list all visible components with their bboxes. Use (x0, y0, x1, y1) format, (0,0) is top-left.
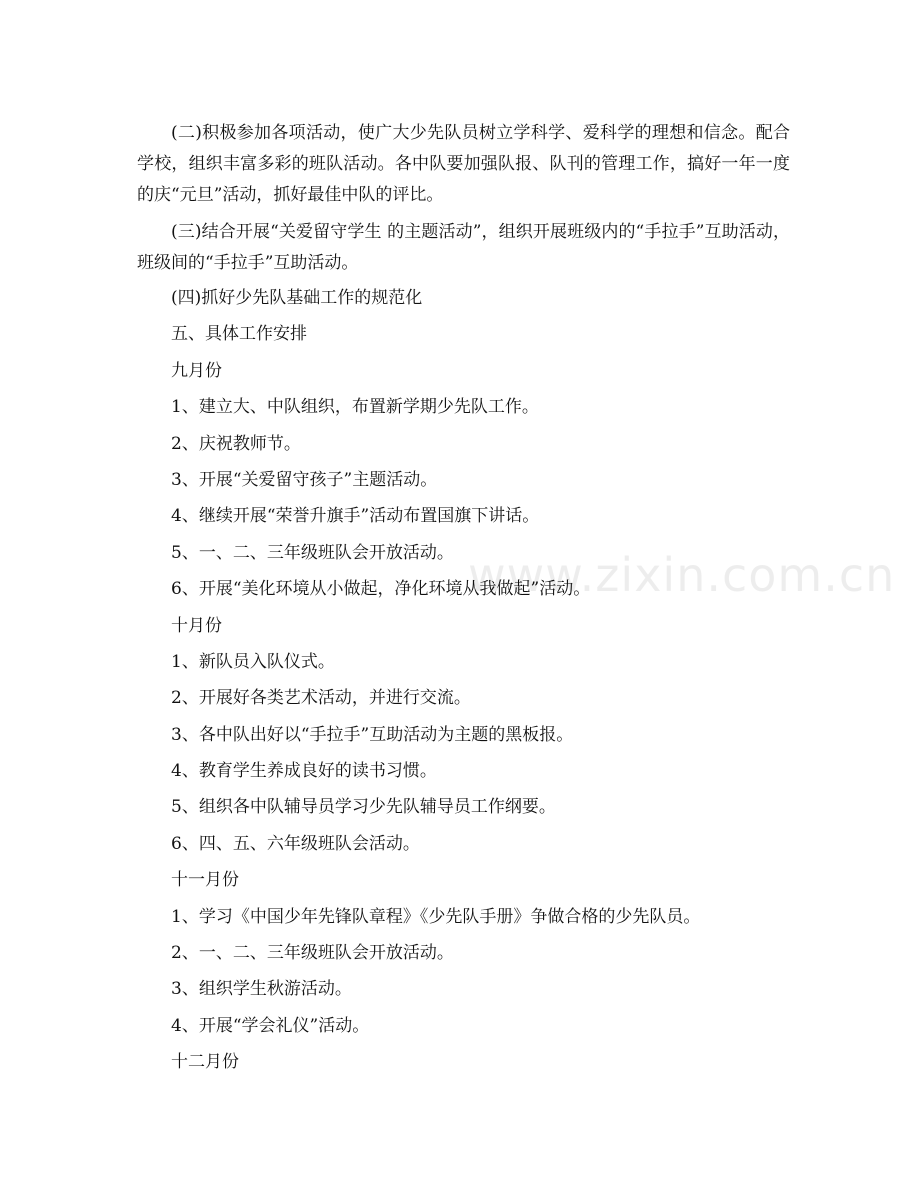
list-item: 5、一、二、三年级班队会开放活动。 (171, 542, 454, 563)
list-item: 4、教育学生养成良好的读书习惯。 (171, 761, 437, 782)
list-item: 3、组织学生秋游活动。 (171, 979, 352, 1000)
line-list (137, 280, 790, 1081)
month-heading-november: 十一月份 (171, 870, 239, 891)
section-heading: 五、具体工作安排 (171, 324, 307, 345)
month-heading-september: 九月份 (171, 360, 222, 381)
list-item: 6、开展“美化环境从小做起，净化环境从我做起”活动。 (171, 579, 591, 600)
list-item: (四)抓好少先队基础工作的规范化 (171, 288, 423, 308)
list-item: 2、一、二、三年级班队会开放活动。 (171, 943, 454, 964)
list-item: 3、开展“关爱留守孩子”主题活动。 (171, 469, 438, 490)
list-item: 2、庆祝教师节。 (171, 433, 301, 454)
list-item: 1、新队员入队仪式。 (171, 651, 335, 672)
paragraph-activities: (二)积极参加各项活动，使广大少先队员树立学科学、爱科学的理想和信念。配合学校，组织丰富多彩的班队活动。各中队要加强队报、队刊的管理工作，搞好一年一度的庆“元旦”活动，抓好最佳中队的评比。 (137, 123, 790, 205)
list-item: 1、建立大、中队组织，布置新学期少先队工作。 (171, 397, 539, 418)
list-item: 1、学习《中国少年先锋队章程》《少先队手册》争做合格的少先队员。 (171, 906, 701, 927)
list-item: 4、继续开展“荣誉升旗手”活动布置国旗下讲话。 (171, 506, 540, 527)
month-heading-october: 十月份 (171, 615, 222, 636)
list-item: 6、四、五、六年级班队会活动。 (171, 833, 420, 854)
paragraph-left-behind-children: (三)结合开展“关爱留守学生 的主题活动”，组织开展班级内的“手拉手”互助活动，班级间的“手拉手”互助活动。 (137, 222, 790, 273)
watermark: www.zixin.com.cn (468, 548, 896, 602)
month-heading-december: 十二月份 (171, 1052, 239, 1073)
list-item: 5、组织各中队辅导员学习少先队辅导员工作纲要。 (171, 797, 556, 818)
list-item: 3、各中队出好以“手拉手”互助活动为主题的黑板报。 (171, 724, 574, 745)
list-item: 2、开展好各类艺术活动，并进行交流。 (171, 688, 471, 709)
list-item: 4、开展“学会礼仪”活动。 (171, 1015, 370, 1036)
